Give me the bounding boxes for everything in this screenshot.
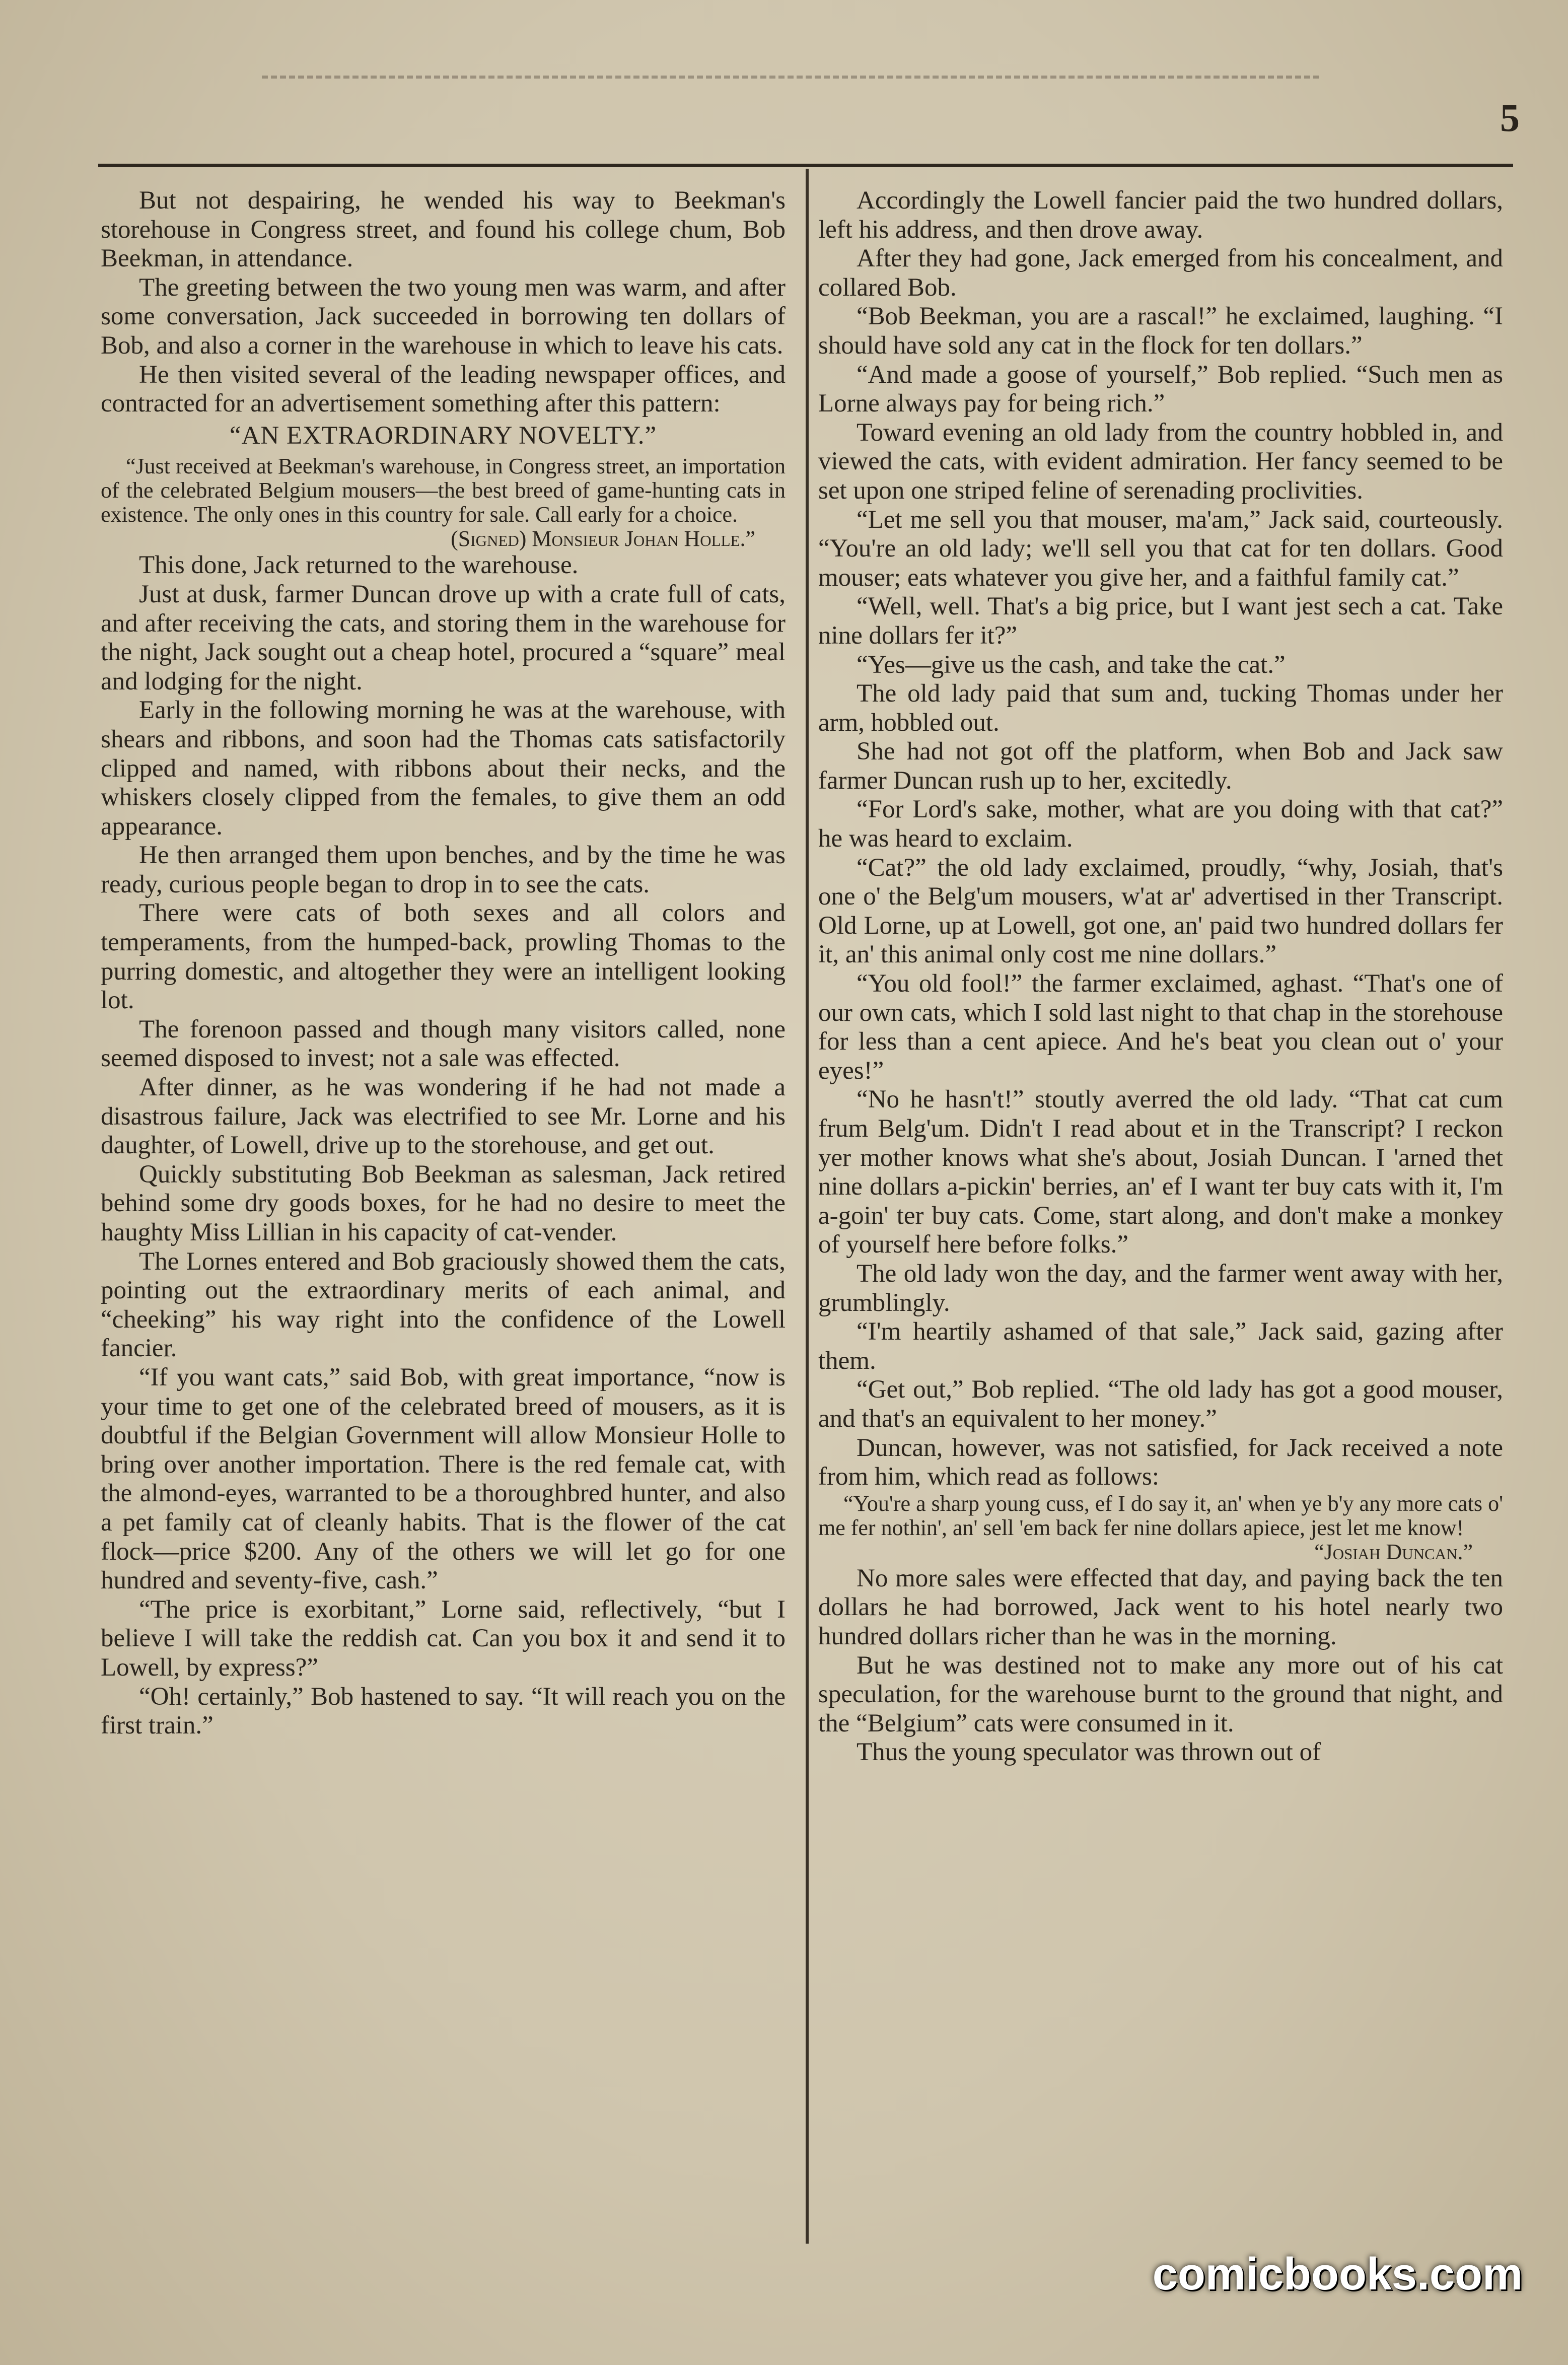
paragraph: No more sales were effected that day, and paying back the ten dollars he had borrowed, Jack went to his hotel nearly two hundred dollars richer than he was in the morning.	[818, 1564, 1503, 1650]
paragraph: The old lady won the day, and the farmer went away with her, grumblingly.	[818, 1259, 1503, 1317]
paragraph: Early in the following morning he was at the warehouse, with shears and ribbons, and soon had the Thomas cats satisfactorily clipped and named, with ribbons about their necks, and the whiskers closely clipped from the females, to give them an odd appearance.	[101, 696, 786, 841]
advertisement-signature: (Signed) Monsieur Johan Holle.”	[451, 526, 755, 551]
paragraph: Duncan, however, was not satisfied, for Jack received a note from him, which read as follows:	[818, 1433, 1503, 1491]
right-column	[818, 186, 1503, 1767]
paragraph: After dinner, as he was wondering if he had not made a disastrous failure, Jack was electrified to see Mr. Lorne and his daughter, of Lowell, drive up to the storehouse, and get out.	[101, 1073, 786, 1160]
paragraph: “No he hasn't!” stoutly averred the old lady. “That cat cum frum Belg'um. Didn't I read about et in the Transcript? I reckon yer mother knows what she's about, Josiah Duncan. I 'arned thet nine dollars a-pickin' berries, an' ef I want ter buy cats with it, I'm a-goin' ter buy cats. Come, start along, and don't make a monkey of yourself here before folks.”	[818, 1085, 1503, 1259]
paragraph: This done, Jack returned to the warehouse.	[139, 551, 579, 580]
left-column	[101, 186, 786, 1741]
top-ink-smudge	[262, 76, 1319, 85]
paragraph: “Bob Beekman, you are a rascal!” he exclaimed, laughing. “I should have sold any cat in the flock for ten dollars.”	[818, 302, 1503, 360]
paragraph: Thus the young speculator was thrown out of	[857, 1738, 1321, 1767]
paragraph: She had not got off the platform, when Bob and Jack saw farmer Duncan rush up to her, excitedly.	[818, 737, 1503, 795]
paragraph: Quickly substituting Bob Beekman as salesman, Jack retired behind some dry goods boxes, for he had no desire to meet the haughty Miss Lillian in his capacity of cat-vender.	[101, 1160, 786, 1246]
watermark: comicbooks.com	[1152, 2249, 1523, 2300]
paragraph: The greeting between the two young men was warm, and after some conversation, Jack succeeded in borrowing ten dollars of Bob, and also a corner in the warehouse in which to leave his cats.	[101, 273, 786, 360]
paragraph: There were cats of both sexes and all colors and temperaments, from the humped-back, prowling Thomas to the purring domestic, and altogether they were an intelligent looking lot.	[101, 899, 786, 1015]
paragraph: “You old fool!” the farmer exclaimed, aghast. “That's one of our own cats, which I sold last night to that chap in the storehouse for less than a cent apiece. And he's beat you clean out o' your eyes!”	[818, 969, 1503, 1085]
paragraph: The old lady paid that sum and, tucking Thomas under her arm, hobbled out.	[818, 679, 1503, 737]
paragraph: “And made a goose of yourself,” Bob replied. “Such men as Lorne always pay for being rich.”	[818, 360, 1503, 418]
page-number: 5	[1500, 96, 1520, 140]
advertisement-heading: “AN EXTRAORDINARY NOVELTY.”	[229, 421, 657, 450]
paragraph: After they had gone, Jack emerged from his concealment, and collared Bob.	[818, 244, 1503, 302]
paragraph: “Oh! certainly,” Bob hastened to say. “It will reach you on the first train.”	[101, 1682, 786, 1740]
paragraph: Just at dusk, farmer Duncan drove up with a crate full of cats, and after receiving the cats, and storing them in the warehouse for the night, Jack sought out a cheap hotel, procured a “square” meal and lodging for the night.	[101, 580, 786, 695]
paragraph: “Yes—give us the cash, and take the cat.”	[857, 650, 1286, 679]
paragraph: “Well, well. That's a big price, but I want jest sech a cat. Take nine dollars fer it?”	[818, 592, 1503, 650]
paragraph: Accordingly the Lowell fancier paid the two hundred dollars, left his address, and then drove away.	[818, 186, 1503, 244]
note-signature: “Josiah Duncan.”	[1314, 1539, 1473, 1564]
paragraph: He then arranged them upon benches, and by the time he was ready, curious people began to drop in to see the cats.	[101, 841, 786, 898]
column-rule	[806, 169, 809, 2244]
advertisement-body: “Just received at Beekman's warehouse, in Congress street, an importation of the celebrated Belgium mousers—the best breed of game-hunting cats in existence. The only ones in this country for sale. Call early for a choice.	[101, 454, 786, 527]
paragraph: The forenoon passed and though many visitors called, none seemed disposed to invest; not a sale was effected.	[101, 1015, 786, 1073]
paragraph: Toward evening an old lady from the country hobbled in, and viewed the cats, with evident admiration. Her fancy seemed to be set upon one striped feline of serenading proclivities.	[818, 418, 1503, 505]
paragraph: But not despairing, he wended his way to Beekman's storehouse in Congress street, and found his college chum, Bob Beekman, in attendance.	[101, 186, 786, 273]
paragraph: But he was destined not to make any more out of his cat speculation, for the warehouse burnt to the ground that night, and the “Belgium” cats were consumed in it.	[818, 1651, 1503, 1737]
paragraph: “Get out,” Bob replied. “The old lady has got a good mouser, and that's an equivalent to her money.”	[818, 1375, 1503, 1433]
paragraph: “For Lord's sake, mother, what are you doing with that cat?” he was heard to exclaim.	[818, 795, 1503, 853]
header-rule	[98, 164, 1513, 167]
paragraph: “Cat?” the old lady exclaimed, proudly, “why, Josiah, that's one o' the Belg'um mousers, w'at ar' advertised in ther Transcript. Old Lorne, up at Lowell, got one, an' paid two hundred dollars fer it, an' this animal only cost me nine dollars.”	[818, 853, 1503, 969]
paragraph: “If you want cats,” said Bob, with great importance, “now is your time to get one of the celebrated breed of mousers, as it is doubtful if the Belgian Government will allow Monsieur Holle to bring over another importation. There is the red female cat, with the almond-eyes, warranted to be a thoroughbred hunter, and also a pet family cat of cleanly habits. That is the flower of the cat flock—price $200. Any of the others we will let go for one hundred and seventy-five, cash.”	[101, 1363, 786, 1595]
paragraph: “The price is exorbitant,” Lorne said, reflectively, “but I believe I will take the reddish cat. Can you box it and send it to Lowell, by express?”	[101, 1595, 786, 1682]
paragraph: “Let me sell you that mouser, ma'am,” Jack said, courteously. “You're an old lady; we'll sell you that cat for ten dollars. Good mouser; eats whatever you give her, and a faithful family cat.”	[818, 505, 1503, 592]
paragraph: “I'm heartily ashamed of that sale,” Jack said, gazing after them.	[818, 1317, 1503, 1375]
paragraph: He then visited several of the leading newspaper offices, and contracted for an advertisement something after this pattern:	[101, 360, 786, 418]
paragraph: The Lornes entered and Bob graciously showed them the cats, pointing out the extraordinary merits of each animal, and “cheeking” his way right into the confidence of the Lowell fancier.	[101, 1247, 786, 1363]
note-body: “You're a sharp young cuss, ef I do say it, an' when ye b'y any more cats o' me fer nothin', an' sell 'em back fer nine dollars apiece, jest let me know!	[818, 1491, 1503, 1540]
